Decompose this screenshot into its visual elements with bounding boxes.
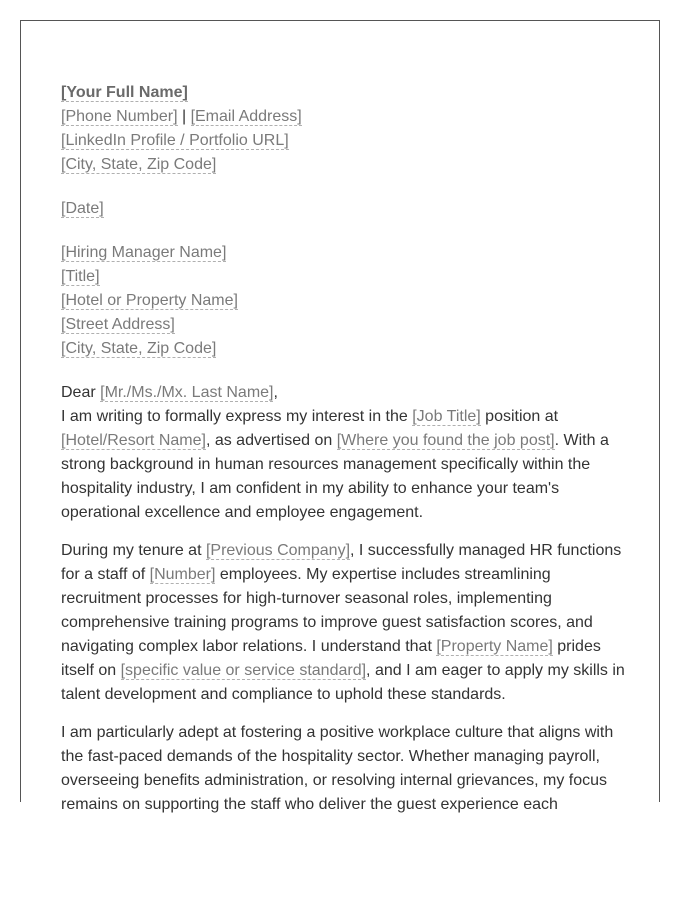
- recipient-title-placeholder[interactable]: [Title]: [61, 268, 100, 285]
- recipient-city-line: [61, 337, 626, 361]
- letter-content: [61, 81, 626, 831]
- date-line: [61, 197, 626, 221]
- date-block: [61, 197, 626, 221]
- salutation-line: [61, 381, 626, 405]
- sender-city-placeholder[interactable]: [City, State, Zip Code]: [61, 156, 217, 173]
- salutation-prefix: Dear: [61, 384, 101, 401]
- recipient-city-placeholder[interactable]: [City, State, Zip Code]: [61, 340, 217, 357]
- spacer: [61, 221, 626, 241]
- spacer: [61, 361, 626, 381]
- salutation: [61, 381, 626, 405]
- sender-email-placeholder[interactable]: [Email Address]: [190, 108, 302, 125]
- sender-name-line: [61, 81, 626, 105]
- sender-city-line: [61, 153, 626, 177]
- intro-text-3: , as advertised on: [205, 432, 337, 449]
- salutation-name-placeholder[interactable]: [Mr./Ms./Mx. Last Name]: [100, 384, 274, 401]
- job-title-placeholder[interactable]: [Job Title]: [412, 408, 481, 425]
- property-name-placeholder[interactable]: [Property Name]: [436, 638, 553, 655]
- experience-text-4: prides itself on: [61, 638, 601, 679]
- paragraph-culture: [61, 721, 626, 817]
- experience-text-3: employees. My expertise includes streamlining recruitment processes for high-turnover seasonal roles, implementing comprehensive training programs to improve guest satisfaction scores, and navigating complex labor relations. I understand that: [61, 566, 593, 655]
- recipient-street-line: [61, 313, 626, 337]
- culture-text-1: I am particularly adept at fostering a positive workplace culture that aligns with the fast-paced demands of the hospitality sector. Whether managing payroll, overseeing benefits administration, or resolving internal grievances, my focus remains on supporting the staff who deliver the guest experience each: [61, 724, 614, 813]
- contact-separator: |: [177, 108, 191, 125]
- intro-text-1: I am writing to formally express my interest in the: [61, 408, 413, 425]
- recipient-manager-line: [61, 241, 626, 265]
- spacer: [61, 177, 626, 197]
- recipient-manager-placeholder[interactable]: [Hiring Manager Name]: [61, 244, 227, 261]
- hotel-resort-placeholder[interactable]: [Hotel/Resort Name]: [61, 432, 206, 449]
- recipient-hotel-line: [61, 289, 626, 313]
- sender-contact-line: [61, 105, 626, 129]
- sender-linkedin-line: [61, 129, 626, 153]
- recipient-street-placeholder[interactable]: [Street Address]: [61, 316, 175, 333]
- sender-name-placeholder[interactable]: [Your Full Name]: [61, 84, 188, 101]
- experience-text-5: , and I am eager to apply my skills in talent development and compliance to uphold these standards.: [61, 662, 625, 703]
- sender-phone-placeholder[interactable]: [Phone Number]: [61, 108, 178, 125]
- service-standard-placeholder[interactable]: [specific value or service standard]: [120, 662, 367, 679]
- staff-number-placeholder[interactable]: [Number]: [149, 566, 216, 583]
- sender-linkedin-placeholder[interactable]: [LinkedIn Profile / Portfolio URL]: [61, 132, 289, 149]
- paragraph-experience: [61, 539, 626, 707]
- date-placeholder[interactable]: [Date]: [61, 200, 104, 217]
- recipient-hotel-placeholder[interactable]: [Hotel or Property Name]: [61, 292, 238, 309]
- letter-page: [20, 20, 660, 813]
- previous-company-placeholder[interactable]: [Previous Company]: [205, 542, 351, 559]
- recipient-block: [61, 241, 626, 361]
- intro-text-2: position at: [480, 408, 559, 425]
- salutation-suffix: ,: [273, 384, 278, 401]
- paragraph-intro: [61, 405, 626, 525]
- sender-block: [61, 81, 626, 177]
- job-source-placeholder[interactable]: [Where you found the job post]: [336, 432, 555, 449]
- experience-text-1: During my tenure at: [61, 542, 206, 559]
- recipient-title-line: [61, 265, 626, 289]
- intro-text-4: . With a strong background in human resources management specifically within the hospitality industry, I am confident in my ability to enhance your team's operational excellence and employee engagement.: [61, 432, 609, 521]
- experience-text-2: , I successfully managed HR functions for a staff of: [61, 542, 622, 583]
